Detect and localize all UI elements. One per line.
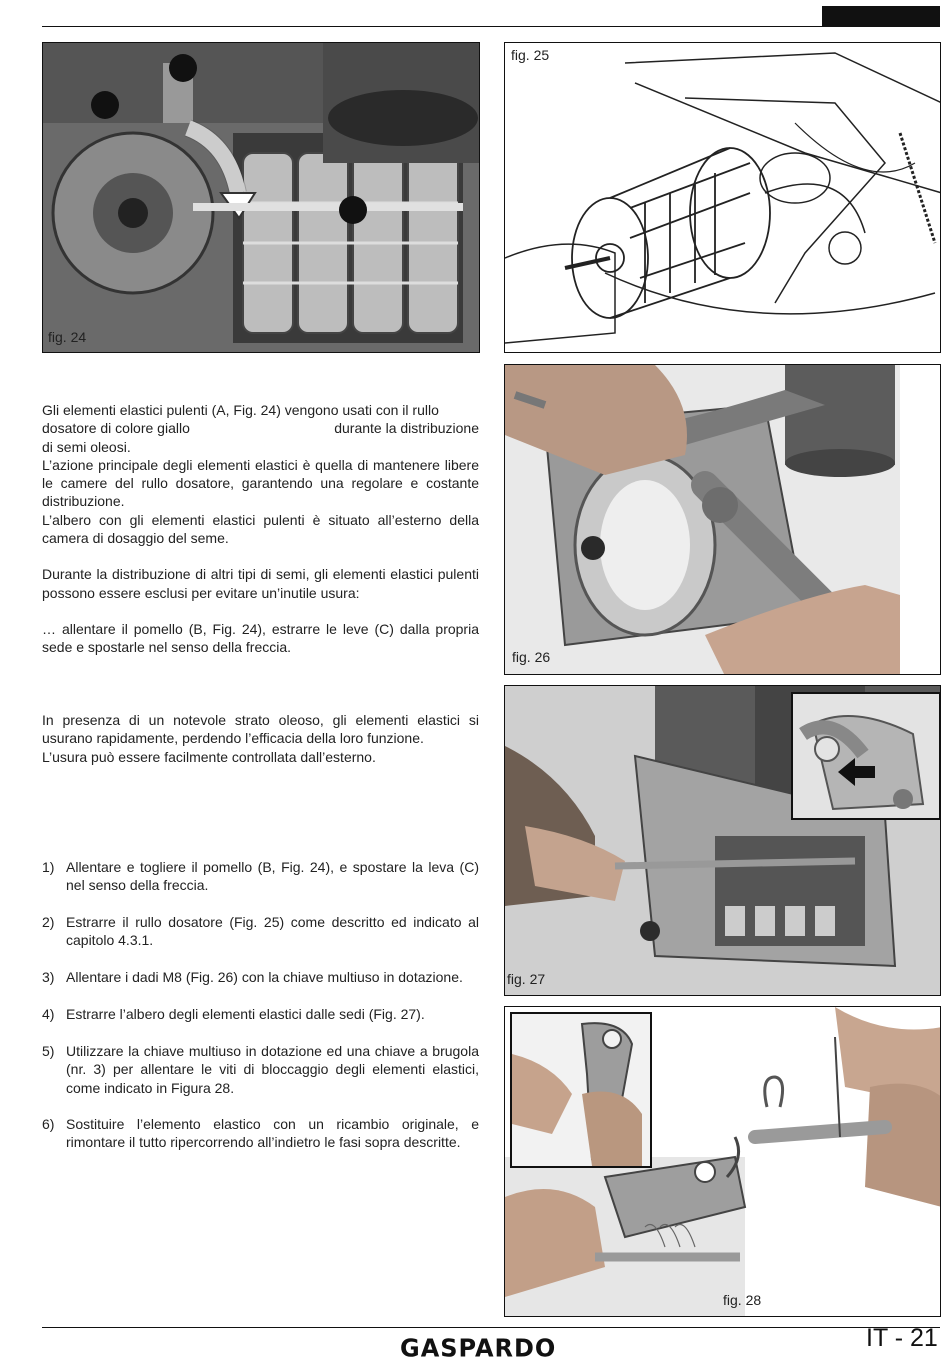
intro-line-2b: durante la distribuzione: [334, 420, 479, 437]
section-tab: [822, 6, 940, 27]
intro-line-3: di semi oleosi.: [42, 438, 131, 455]
step-2-number: 2): [42, 914, 55, 930]
intro-paragraph-5: … allentare il pomello (B, Fig. 24), estrarre le leve (C) dalla propria sede e spostarle nel senso della freccia.: [42, 620, 479, 656]
figure-24-label: fig. 24: [48, 329, 87, 345]
figure-28-inset: [510, 1012, 652, 1168]
figure-24: [42, 42, 480, 353]
step-3: [42, 968, 479, 986]
footer-rule: [42, 1327, 940, 1328]
figure-27-inset-photo: [793, 694, 939, 818]
figure-26-photo: [505, 365, 941, 675]
header-rule: [42, 26, 940, 27]
figure-27-inset: [791, 692, 941, 820]
intro-line-2: [42, 419, 479, 437]
wear-paragraph-1: In presenza di un notevole strato oleoso, gli elementi elastici si usurano rapidamente, perdendo l’efficacia della loro funzione.: [42, 712, 479, 747]
figure-26-label: fig. 26: [512, 649, 551, 665]
step-3-number: 3): [42, 969, 55, 985]
wear-section: [42, 711, 479, 766]
figure-27: [504, 685, 941, 996]
figure-28-label: fig. 28: [723, 1292, 762, 1308]
figure-24-photo: [43, 43, 480, 353]
figure-25-drawing: [505, 43, 941, 353]
figure-26: [504, 364, 941, 675]
step-1-number: 1): [42, 859, 55, 875]
figure-25-label: fig. 25: [511, 47, 550, 63]
step-4-number: 4): [42, 1006, 55, 1022]
intro-section: [42, 401, 479, 657]
step-6-number: 6): [42, 1116, 55, 1132]
brand-logo: GASPARDO: [400, 1333, 557, 1363]
page-number: IT - 21: [866, 1324, 938, 1352]
step-4-text: Estrarre l’albero degli elementi elastici dalle sedi (Fig. 27).: [66, 1006, 425, 1022]
intro-line-1: Gli elementi elastici pulenti (A, Fig. 24) vengono usati con il rullo: [42, 402, 439, 418]
figure-27-label: fig. 27: [507, 971, 546, 987]
figure-28: [504, 1006, 941, 1317]
intro-line-2a: dosatore di colore giallo: [42, 420, 190, 437]
step-1-text: Allentare e togliere il pomello (B, Fig. 24), e spostare la leva (C) nel senso della freccia.: [66, 859, 479, 894]
intro-paragraph-4: Durante la distribuzione di altri tipi di semi, gli elementi elastici pulenti possono essere esclusi per evitare un’inutile usura:: [42, 566, 479, 601]
intro-paragraph-2: L’azione principale degli elementi elastici è quella di mantenere libere le camere del rullo dosatore, garantendo una regolare e costante distribuzione.: [42, 456, 479, 510]
step-4: [42, 1005, 479, 1023]
wear-paragraph-2: L’usura può essere facilmente controllata dall’esterno.: [42, 748, 376, 765]
step-2: [42, 913, 479, 950]
step-3-text: Allentare i dadi M8 (Fig. 26) con la chiave multiuso in dotazione.: [66, 969, 463, 985]
step-5-number: 5): [42, 1043, 55, 1059]
step-2-text: Estrarre il rullo dosatore (Fig. 25) come descritto ed indicato al capitolo 4.3.1.: [66, 914, 479, 949]
step-6: [42, 1115, 479, 1152]
step-5-text: Utilizzare la chiave multiuso in dotazione ed una chiave a brugola (nr. 3) per allentare le viti di bloccaggio degli elementi elastici, come indicato in Figura 28.: [66, 1043, 479, 1096]
step-5: [42, 1042, 479, 1097]
step-1: [42, 858, 479, 895]
figure-25: [504, 42, 941, 353]
figure-28-inset-photo: [512, 1014, 650, 1166]
step-6-text: Sostituire l’elemento elastico con un ricambio originale, e rimontare il tutto ripercorrendo all’indietro le fasi sopra descritte.: [66, 1116, 479, 1151]
intro-paragraph-3: L’albero con gli elementi elastici pulenti è situato all’esterno della camera di dosaggio del seme.: [42, 511, 479, 547]
